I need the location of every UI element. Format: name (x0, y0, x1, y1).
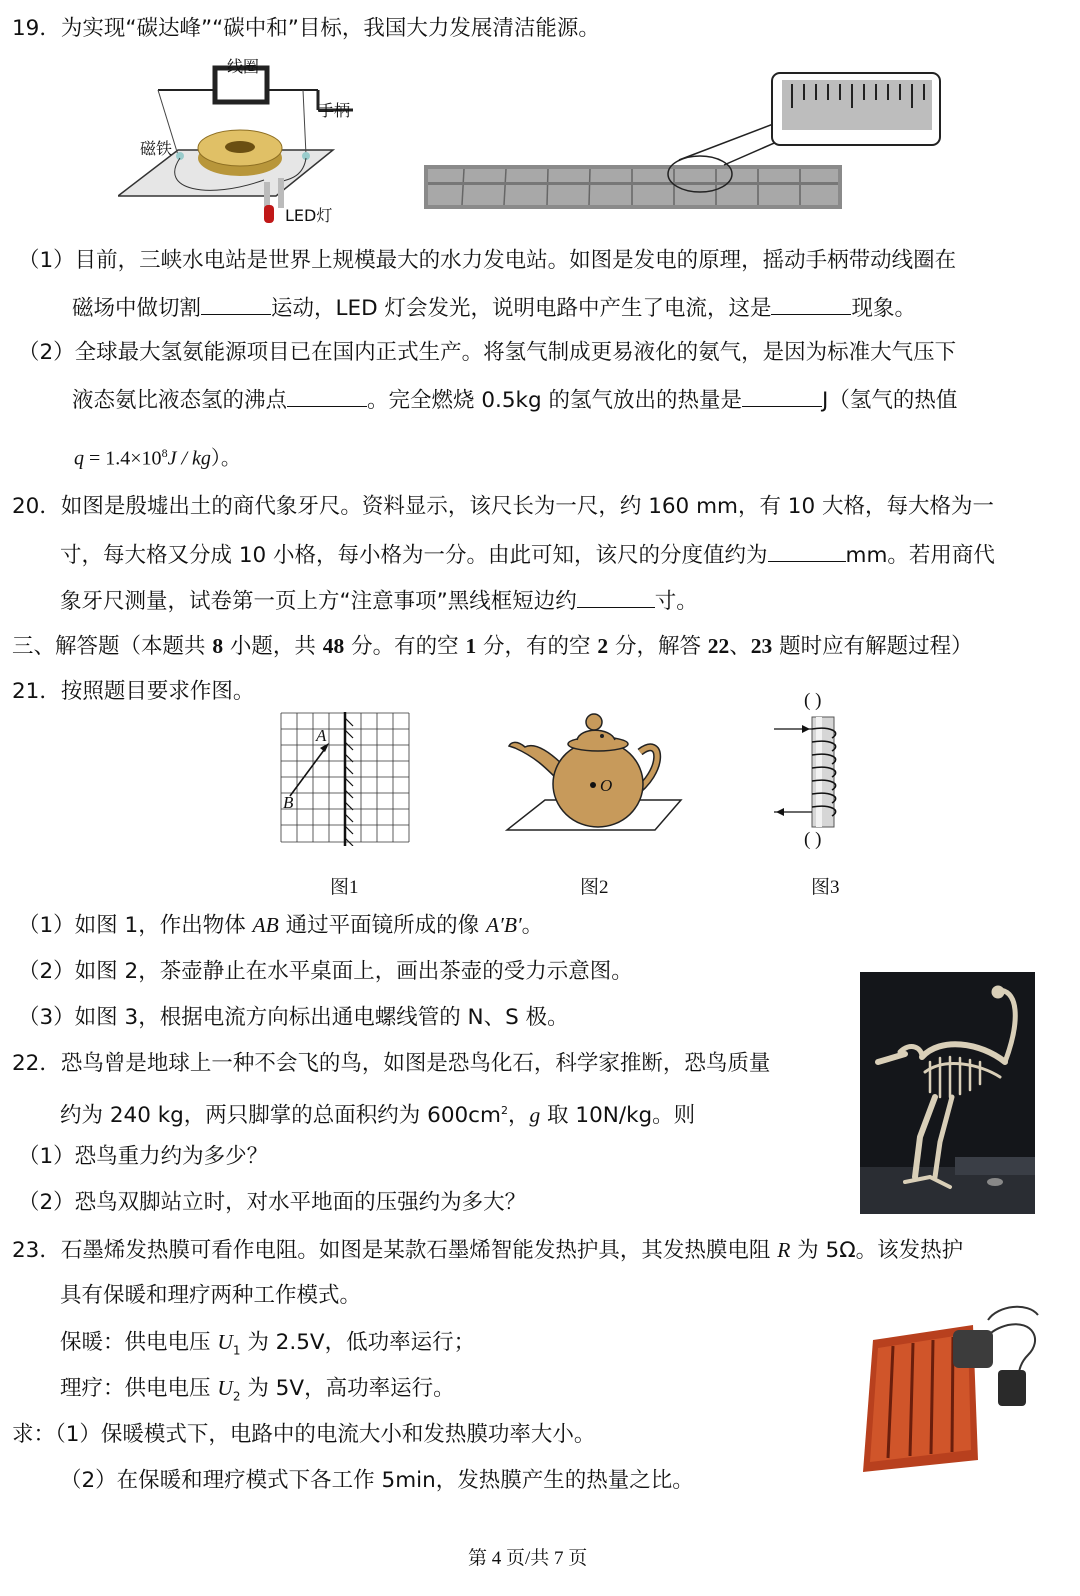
section3-num: 8 (212, 634, 224, 658)
object-ab-symbol: AB (252, 913, 279, 937)
g-symbol: g (529, 1103, 541, 1128)
q20-line1: 20．如图是殷墟出土的商代象牙尺。资料显示，该尺长为一尺，约 160 mm，有 10 大格，每大格为一 (12, 494, 994, 519)
q23-text: 为 2.5V，低功率运行； (240, 1330, 476, 1355)
q23-text: 保暖：供电电压 (60, 1330, 218, 1355)
section3-text: 、 (729, 634, 751, 659)
answer-blank[interactable] (771, 292, 851, 315)
page-footer: 第 4 页/共 7 页 (468, 1548, 588, 1569)
formula-exponent: 8 (161, 446, 168, 460)
q23-warm-mode (60, 1327, 475, 1365)
q19-stem: 19．为实现“碳达峰”“碳中和”目标，我国大力发展清洁能源。 (12, 16, 600, 41)
section3-num: 23 (750, 634, 773, 658)
q22-part2: （2）恐鸟双脚站立时，对水平地面的压强约为多大？ (18, 1190, 527, 1215)
answer-blank[interactable] (768, 539, 846, 562)
answer-blank[interactable] (201, 292, 271, 315)
led-label: LED灯 (285, 206, 333, 225)
u1-subscript: 1 (232, 1343, 241, 1358)
q23-ask1: 求：（1）保暖模式下，电路中的电流大小和发热膜功率大小。 (12, 1422, 596, 1447)
q21-part3: （3）如图 3，根据电流方向标出通电螺线管的 N、S 极。 (18, 1005, 569, 1030)
handle-label: 手柄 (318, 101, 351, 120)
point-a-label: A (316, 726, 327, 745)
q20-text-b: mm。若用商代 (845, 543, 995, 568)
figure-1-caption: 图1 (330, 877, 359, 898)
q20-text-c: 象牙尺测量，试卷第一页上方“注意事项”黑线框短边约 (60, 589, 577, 614)
q22-line1: 22．恐鸟曾是地球上一种不会飞的鸟，如图是恐鸟化石，科学家推断，恐鸟质量 (12, 1051, 771, 1076)
q23-text: 理疗：供电电压 (60, 1376, 218, 1401)
section3-heading (12, 631, 973, 662)
answer-blank[interactable] (742, 384, 822, 407)
q23-text: 为 5V，高功率运行。 (240, 1376, 455, 1401)
q19-part2-line2 (72, 384, 957, 416)
u1-symbol: U (217, 1330, 233, 1354)
figure-3-solenoid (770, 712, 870, 830)
q19-part2-text-b: 。完全燃烧 0.5kg 的氢气放出的热量是 (367, 388, 742, 413)
r-symbol: R (777, 1238, 791, 1262)
q20-text-d: 寸。 (654, 589, 698, 614)
q21-part1 (18, 910, 543, 941)
q19-part2-text-c: J（氢气的热值 (821, 388, 958, 413)
formula-unit: J / kg (167, 447, 211, 470)
coil-label: 线圈 (227, 57, 260, 76)
q22-sup: 2 (500, 1104, 508, 1117)
hydrogen-heat-value-formula (74, 438, 241, 474)
q22-text: 取 10N/kg。则 (540, 1103, 696, 1129)
q21-stem: 21．按照题目要求作图。 (12, 679, 255, 704)
u2-subscript: 2 (232, 1389, 241, 1404)
q23-therapy-mode (60, 1373, 455, 1411)
q20-text-a: 寸，每大格又分成 10 小格，每小格为一分。由此可知，该尺的分度值约为 (60, 543, 768, 568)
q19-part2-text-a: 液态氨比液态氢的沸点 (72, 388, 288, 413)
q20-line3 (60, 585, 698, 617)
q23-ask2: （2）在保暖和理疗模式下各工作 5min，发热膜产生的热量之比。 (60, 1468, 694, 1493)
u2-symbol: U (217, 1376, 233, 1400)
q19-part1-text-b: 运动，LED 灯会发光，说明电路中产生了电流，这是 (271, 296, 772, 321)
q21-part2: （2）如图 2，茶壶静止在水平桌面上，画出茶壶的受力示意图。 (18, 959, 633, 984)
q21-part1-text: （1）如图 1，作出物体 (18, 913, 253, 938)
q23-line1 (12, 1235, 963, 1266)
q23-text: 23．石墨烯发热膜可看作电阻。如图是某款石墨烯智能发热护具，其发热膜电阻 (12, 1238, 778, 1263)
figure-2-caption: 图2 (580, 877, 609, 898)
section3-text: 分，有的空 (476, 634, 598, 659)
formula-value: = 1.4×10 (84, 447, 162, 470)
pole-blank-bottom[interactable]: ( ) (804, 829, 822, 850)
section3-text: 小题，共 (223, 634, 323, 659)
section3-text: 分，解答 (608, 634, 708, 659)
moa-fossil-photo (860, 972, 1035, 1214)
formula-end: ）。 (210, 445, 241, 470)
magnet-label: 磁铁 (140, 139, 173, 158)
q19-part1-text-a: 磁场中做切割 (72, 296, 202, 321)
section3-num: 2 (597, 634, 609, 658)
section3-text: 分。有的空 (344, 634, 466, 659)
pole-blank-top[interactable]: ( ) (804, 690, 822, 711)
q19-part1-line2 (72, 292, 916, 324)
q20-line2 (60, 539, 995, 571)
q22-text: ， (507, 1103, 530, 1129)
answer-blank[interactable] (577, 585, 655, 608)
q19-part2-line1: （2）全球最大氢氨能源项目已在国内正式生产。将氢气制成更易液化的氨气，是因为标准大气压下 (18, 340, 957, 365)
answer-blank[interactable] (287, 384, 367, 407)
q21-part1-text: 。 (521, 913, 544, 938)
q22-line2 (60, 1096, 695, 1131)
figure-1-grid-mirror (280, 712, 412, 846)
q22-part1: （1）恐鸟重力约为多少？ (18, 1144, 269, 1169)
image-ab-symbol: A′B′ (485, 913, 522, 937)
figure-3-caption: 图3 (811, 877, 840, 898)
graphene-heater-photo (858, 1300, 1048, 1475)
q21-part1-text: 通过平面镜所成的像 (278, 913, 486, 938)
center-o-label: O (600, 776, 613, 795)
q19-part1-text-c: 现象。 (851, 296, 916, 321)
section3-num: 22 (707, 634, 730, 658)
section3-text: 三、解答题（本题共 (12, 634, 213, 659)
section3-text: 题时应有解题过程） (772, 634, 973, 659)
formula-q-symbol: q (74, 447, 84, 470)
q19-part1-line1: （1）目前，三峡水电站是世界上规模最大的水力发电站。如图是发电的原理，摇动手柄带动线圈在 (18, 248, 957, 273)
figure-2-teapot (505, 712, 685, 832)
q22-text: 约为 240 kg，两只脚掌的总面积约为 600cm (60, 1103, 501, 1129)
ivory-ruler-figure (424, 70, 944, 215)
q23-text: 为 5Ω。该发热护 (790, 1238, 964, 1263)
section3-num: 48 (322, 634, 345, 658)
point-b-label: B (283, 793, 294, 812)
section3-num: 1 (465, 634, 477, 658)
q23-line2: 具有保暖和理疗两种工作模式。 (60, 1283, 362, 1308)
